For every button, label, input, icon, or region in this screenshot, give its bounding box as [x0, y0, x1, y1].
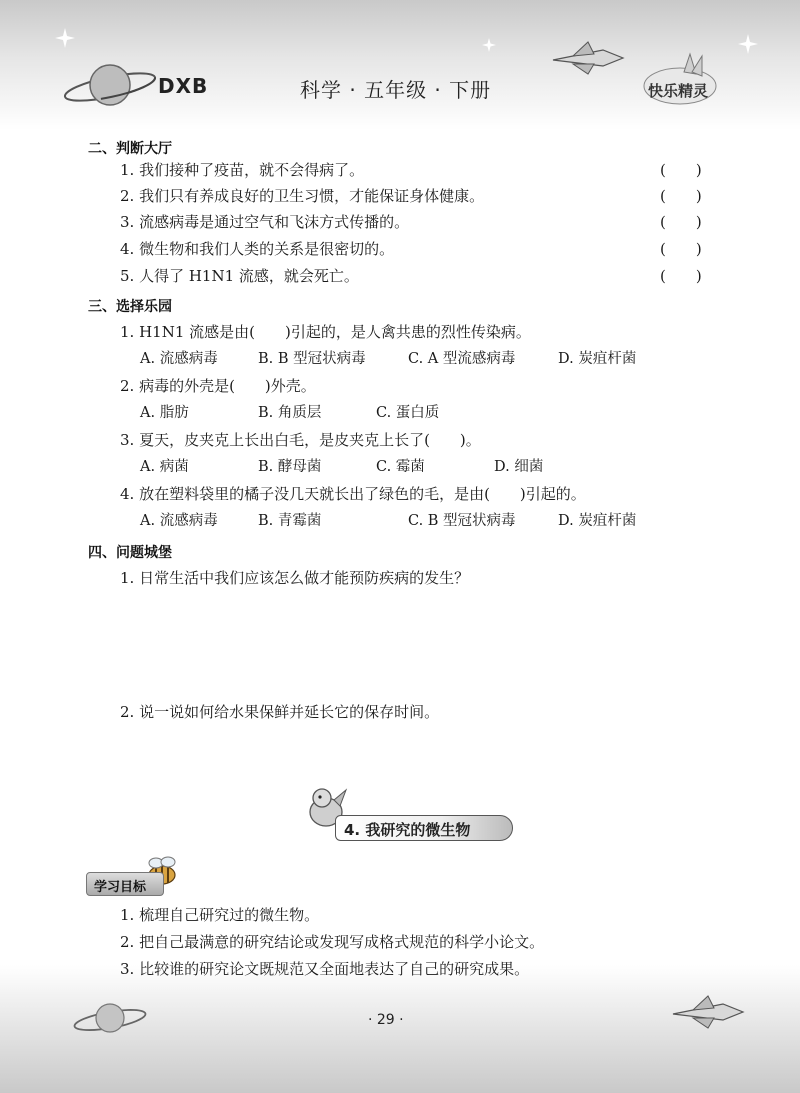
choice-3-option-b[interactable]: B. 酵母菌 — [258, 459, 322, 475]
star-icon — [55, 28, 75, 48]
star-icon — [482, 38, 496, 52]
choice-question-2: 2. 病毒的外壳是( )外壳。 — [120, 377, 316, 395]
answer-blank-5[interactable]: ( ) — [660, 267, 702, 285]
judgement-item-3: 3. 流感病毒是通过空气和飞沫方式传播的。 — [120, 213, 410, 231]
choice-question-4: 4. 放在塑料袋里的橘子没几天就长出了绿色的毛，是由( )引起的。 — [120, 485, 586, 503]
lesson-title: 4. 我研究的微生物 — [344, 821, 471, 839]
choice-1-option-c[interactable]: C. A 型流感病毒 — [408, 351, 516, 367]
choice-1-option-a[interactable]: A. 流感病毒 — [140, 351, 218, 367]
choice-4-option-a[interactable]: A. 流感病毒 — [140, 513, 218, 529]
space-shuttle-icon — [668, 992, 748, 1032]
choice-2-option-a[interactable]: A. 脂肪 — [140, 405, 189, 421]
section-title-judgement: 二、判断大厅 — [88, 141, 172, 157]
lesson-title-bar — [335, 815, 513, 841]
logo-text: 快乐精灵 — [648, 82, 709, 100]
learning-goals-label: 学习目标 — [94, 880, 147, 895]
answer-blank-2[interactable]: ( ) — [660, 187, 702, 205]
choice-3-option-d[interactable]: D. 细菌 — [494, 459, 544, 475]
choice-1-option-d[interactable]: D. 炭疽杆菌 — [558, 351, 637, 367]
choice-2-option-b[interactable]: B. 角质层 — [258, 405, 322, 421]
goal-item-3: 3. 比较谁的研究论文既规范又全面地表达了自己的研究成果。 — [120, 960, 530, 978]
section-title-choice: 三、选择乐园 — [88, 299, 172, 315]
star-icon — [738, 34, 758, 54]
open-question-2: 2. 说一说如何给水果保鲜并延长它的保存时间。 — [120, 703, 440, 721]
space-shuttle-icon — [548, 38, 628, 78]
answer-blank-4[interactable]: ( ) — [660, 240, 702, 258]
choice-question-3: 3. 夏天，皮夹克上长出白毛，是皮夹克上长了( )。 — [120, 431, 481, 449]
goal-item-1: 1. 梳理自己研究过的微生物。 — [120, 906, 320, 924]
learning-goals-badge — [86, 872, 164, 896]
choice-3-option-a[interactable]: A. 病菌 — [140, 459, 189, 475]
open-question-1: 1. 日常生活中我们应该怎么做才能预防疾病的发生？ — [120, 569, 470, 587]
choice-4-option-c[interactable]: C. B 型冠状病毒 — [408, 513, 516, 529]
planet-icon — [70, 998, 150, 1042]
judgement-item-5: 5. 人得了 H1N1 流感，就会死亡。 — [120, 267, 359, 285]
choice-1-option-b[interactable]: B. B 型冠状病毒 — [258, 351, 366, 367]
choice-2-option-c[interactable]: C. 蛋白质 — [376, 405, 440, 421]
judgement-item-4: 4. 微生物和我们人类的关系是很密切的。 — [120, 240, 395, 258]
book-title: 科学 · 五年级 · 下册 — [300, 78, 492, 102]
answer-blank-3[interactable]: ( ) — [660, 213, 702, 231]
planet-icon — [60, 55, 160, 115]
judgement-item-1: 1. 我们接种了疫苗，就不会得病了。 — [120, 161, 365, 179]
page-number: · 29 · — [368, 1012, 404, 1028]
section-title-questions: 四、问题城堡 — [88, 545, 172, 561]
choice-3-option-c[interactable]: C. 霉菌 — [376, 459, 425, 475]
judgement-item-2: 2. 我们只有养成良好的卫生习惯，才能保证身体健康。 — [120, 187, 485, 205]
choice-question-1: 1. H1N1 流感是由( )引起的，是人禽共患的烈性传染病。 — [120, 323, 531, 341]
answer-blank-1[interactable]: ( ) — [660, 161, 702, 179]
choice-4-option-b[interactable]: B. 青霉菌 — [258, 513, 322, 529]
brand-logo: DXB — [158, 74, 209, 98]
goal-item-2: 2. 把自己最满意的研究结论或发现写成格式规范的科学小论文。 — [120, 933, 545, 951]
choice-4-option-d[interactable]: D. 炭疽杆菌 — [558, 513, 637, 529]
